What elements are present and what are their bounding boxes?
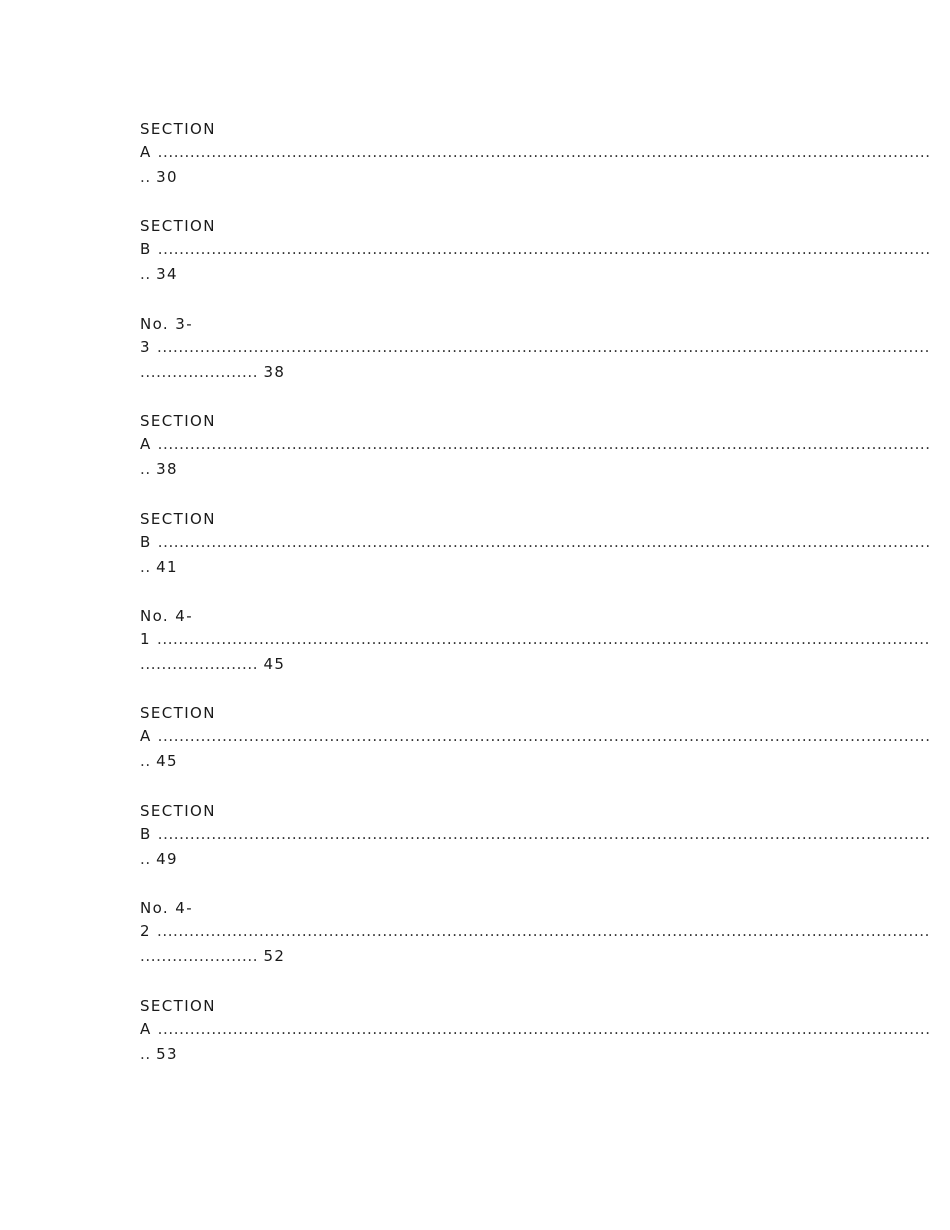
dot-leader: ................................................................................................................................................ [156, 922, 930, 941]
toc-entry-page-line [140, 652, 812, 677]
toc-entry-leader [140, 724, 931, 749]
toc-entry-leader [140, 919, 930, 944]
toc-entry[interactable] [140, 313, 930, 409]
toc-page-number: 45 [156, 752, 178, 771]
toc-entry-page-line [140, 749, 812, 774]
toc-entry[interactable] [140, 800, 931, 896]
toc-entry-page-line [140, 847, 812, 872]
toc-page-number: 38 [263, 362, 286, 381]
toc-entry-title: SECTION [140, 412, 216, 431]
toc-page-number: 41 [156, 557, 178, 576]
dot-leader: ................................................................................................................................................ [157, 1019, 931, 1038]
dot-leader: ................................................................................................................................................ [157, 824, 931, 843]
toc-entry-title: No. 4- [140, 606, 194, 625]
toc-entry-label: 1 [140, 629, 151, 648]
dot-leader: ................................................................................................................................................ [157, 240, 931, 259]
toc-entry-leader [140, 140, 931, 165]
toc-entry-title: SECTION [140, 704, 216, 723]
dot-leader: ................................................................................................................................................ [156, 337, 930, 356]
dot-leader: ................................................................................................................................................ [157, 143, 931, 161]
toc-entry[interactable] [140, 702, 931, 798]
toc-entry-label: B [140, 240, 152, 259]
toc-entry-page-line [140, 1042, 812, 1067]
toc-entry-page-line [140, 165, 812, 190]
toc-page-number: 53 [156, 1044, 178, 1063]
toc-entry-label: 3 [140, 337, 151, 356]
toc-entry[interactable] [140, 215, 931, 311]
toc-entry-label: A [140, 435, 152, 454]
dot-leader-tail: .. [140, 265, 157, 284]
toc-entry-leader [140, 822, 931, 847]
toc-entry-leader [140, 627, 930, 652]
toc-entry-title: SECTION [140, 509, 216, 528]
toc-entry-page-line [140, 262, 812, 287]
toc-page-number: 52 [263, 947, 286, 966]
toc-entry-leader [140, 530, 931, 555]
toc-entry-title: SECTION [140, 217, 216, 236]
toc-entry-title: No. 3- [140, 314, 194, 333]
toc-entry-title: No. 4- [140, 899, 194, 918]
toc-page-number: 30 [156, 168, 178, 186]
dot-leader-tail: .. [140, 557, 157, 576]
toc-page-number: 34 [156, 265, 178, 284]
toc-entry-title: SECTION [140, 801, 216, 820]
dot-leader-tail: ...................... [140, 362, 264, 381]
toc-page-number: 49 [156, 849, 178, 868]
dot-leader: ................................................................................................................................................ [157, 532, 931, 551]
dot-leader: ................................................................................................................................................ [157, 435, 931, 454]
toc-entry[interactable] [140, 897, 930, 993]
toc-entry-title: SECTION [140, 996, 216, 1015]
dot-leader-tail: .. [140, 1044, 157, 1063]
toc-entry[interactable] [140, 508, 931, 604]
toc-entry-leader [140, 432, 931, 457]
toc-page-number: 45 [263, 654, 286, 673]
dot-leader-tail: ...................... [140, 654, 264, 673]
toc-entry-page-line [140, 360, 812, 385]
toc-entry-title: SECTION [140, 120, 216, 138]
toc-entry-label: B [140, 824, 152, 843]
toc-entry-page-line [140, 457, 812, 482]
toc-entry-leader [140, 335, 930, 360]
toc-entry-leader [140, 237, 931, 262]
dot-leader: ................................................................................................................................................ [157, 727, 931, 746]
toc-entry-label: A [140, 143, 152, 161]
dot-leader-tail: ...................... [140, 947, 264, 966]
toc-entry[interactable] [140, 605, 930, 701]
toc-entry-leader [140, 1017, 931, 1042]
toc-entry-page-line [140, 555, 812, 580]
dot-leader-tail: .. [140, 752, 157, 771]
dot-leader-tail: .. [140, 460, 157, 479]
toc-entry-label: 2 [140, 922, 151, 941]
dot-leader: ................................................................................................................................................ [156, 629, 930, 648]
toc-entry-page-line [140, 944, 812, 969]
toc-entry[interactable] [140, 410, 931, 506]
toc-entry[interactable] [140, 995, 931, 1091]
toc-page-number: 38 [156, 460, 178, 479]
table-of-contents [140, 118, 931, 1092]
toc-entry-label: B [140, 532, 152, 551]
toc-entry[interactable] [140, 118, 931, 214]
dot-leader-tail: .. [140, 849, 157, 868]
toc-entry-label: A [140, 1019, 152, 1038]
toc-entry-label: A [140, 727, 152, 746]
dot-leader-tail: .. [140, 168, 157, 186]
